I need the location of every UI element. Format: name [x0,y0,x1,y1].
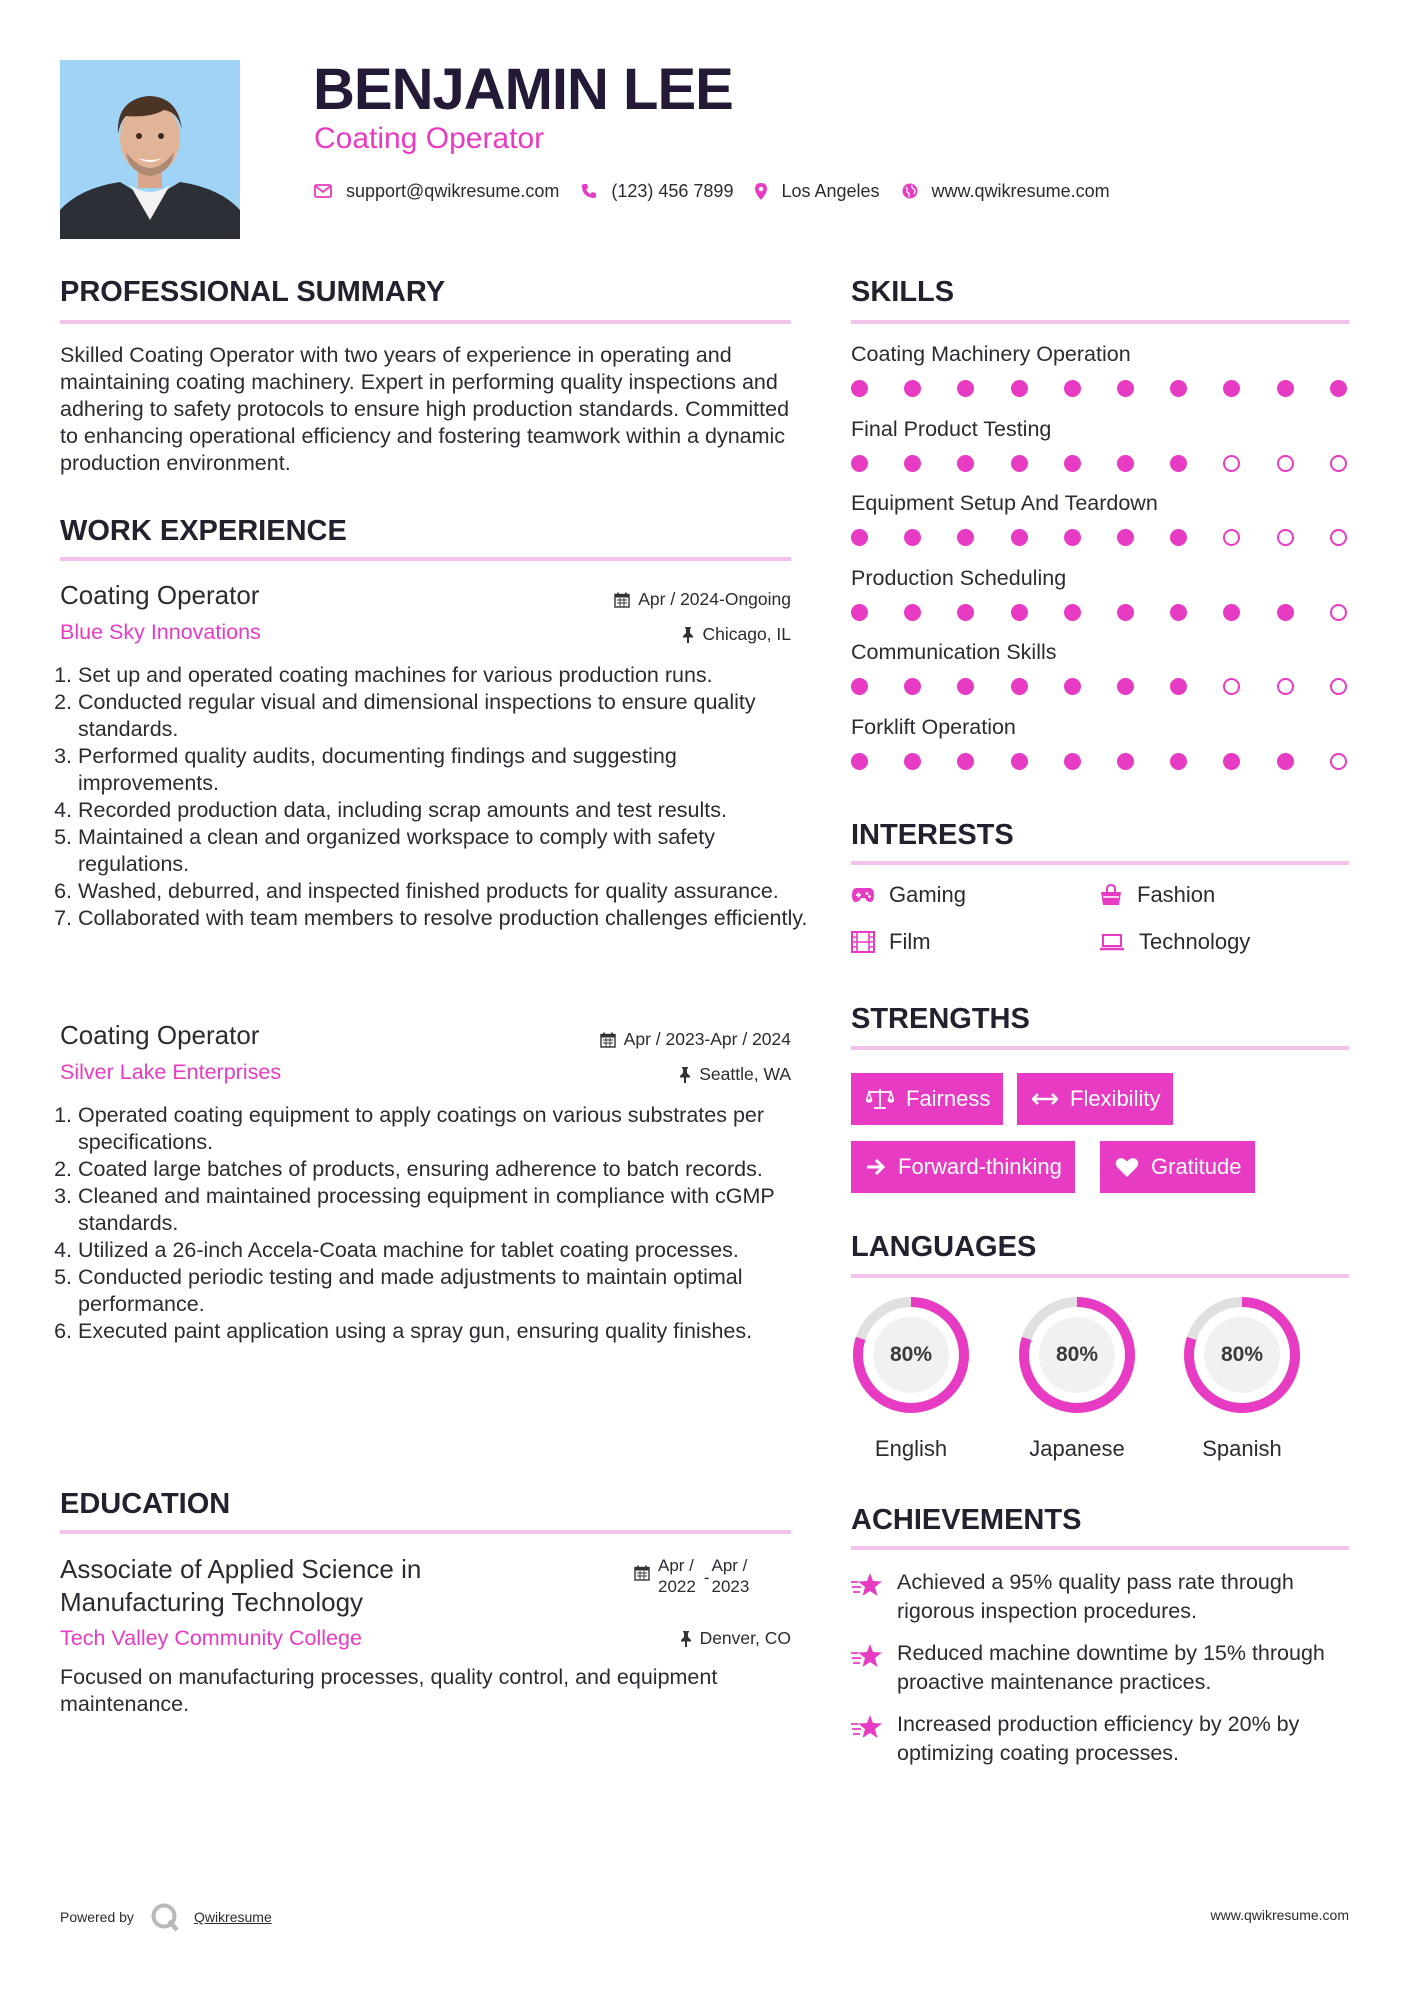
interest-item [1099,882,1215,908]
education-start [658,1555,696,1597]
job-duties [60,1102,818,1345]
skill-dot-filled [1064,380,1081,397]
contact-phone[interactable] [581,181,733,202]
job-location [679,1064,791,1085]
footer-website[interactable]: www.qwikresume.com [1210,1907,1349,1923]
skill-dot-filled [1170,529,1187,546]
experience-heading: WORK EXPERIENCE [60,515,347,547]
skill-dot-empty [1223,455,1240,472]
gamepad-icon [851,887,875,903]
job-location-text: Chicago, IL [702,624,791,644]
skill-dot-filled [904,753,921,770]
skill-dot-filled [957,455,974,472]
education-end [712,1555,750,1597]
skill-dot-filled [851,380,868,397]
contact-location [755,181,879,202]
calendar-icon [600,1032,616,1048]
skill-dot-filled [904,455,921,472]
skill-dot-filled [1170,753,1187,770]
qwikresume-logo-icon [150,1902,180,1932]
scale-icon [866,1088,894,1110]
skill-dot-filled [904,604,921,621]
skill-dot-filled [1223,604,1240,621]
shooting-star-icon [851,1714,883,1740]
skill-dot-empty [1223,678,1240,695]
skill-dot-filled [904,529,921,546]
job-dates-text: Apr / 2023-Apr / 2024 [623,1029,791,1049]
achievement-text: Reduced machine downtime by 15% through proactive maintenance practices. [897,1641,1325,1694]
skill-dot-filled [1064,678,1081,695]
brand-link[interactable]: Qwikresume [193,1909,272,1925]
skill-dot-filled [1277,380,1294,397]
contact-website[interactable] [902,181,1110,202]
skill-dot-filled [957,529,974,546]
skill-dot-filled [1117,753,1134,770]
achievement-item [851,1568,1351,1626]
pushpin-icon [679,1067,691,1083]
school-name: Tech Valley Community College [60,1626,362,1650]
job-company: Blue Sky Innovations [60,620,261,644]
skill-name: Communication Skills [851,640,1057,665]
interest-item [851,882,966,908]
achievement-text: Achieved a 95% quality pass rate through rigorous inspection procedures. [897,1570,1294,1623]
skill-dot-filled [1117,380,1134,397]
skill-dot-filled [904,380,921,397]
contact-email-text: support@qwikresume.com [346,180,560,201]
map-pin-icon [755,183,767,200]
job-dates [614,589,791,610]
education-location [680,1628,791,1649]
skill-dot-filled [957,678,974,695]
film-icon [851,931,875,953]
profile-photo [60,60,240,239]
list-item: 4. Recorded production data, including scrap amounts and test results. [78,797,818,824]
arrows-horizontal-icon [1032,1093,1058,1105]
interest-item [851,929,931,955]
skill-dot-empty [1330,529,1347,546]
globe-icon [902,183,918,199]
skill-dot-empty [1277,678,1294,695]
skill-dot-filled [957,380,974,397]
strengths-divider [851,1046,1349,1050]
list-item: 5. Maintained a clean and organized workspace to comply with safety regulations. [78,824,818,878]
education-description: Focused on manufacturing processes, quality control, and equipment maintenance. [60,1665,718,1716]
skill-name: Coating Machinery Operation [851,342,1131,366]
strength-badge [851,1073,1003,1125]
language-percent: 80% [889,1343,933,1366]
skill-dot-filled [1011,678,1028,695]
language-name: Spanish [1202,1436,1282,1461]
skill-dot-filled [851,753,868,770]
skill-dot-filled [851,604,868,621]
skill-dot-filled [1170,678,1187,695]
list-item: 3. Performed quality audits, documenting findings and suggesting improvements. [78,743,818,797]
job-dates [600,1029,791,1050]
shopping-bag-icon [1099,884,1123,906]
skill-dot-filled [1011,604,1028,621]
education-heading: EDUCATION [60,1488,231,1520]
job-title: Coating Operator [60,580,260,610]
skill-dot-filled [1064,753,1081,770]
skill-dot-empty [1330,604,1347,621]
language-item [851,1295,971,1461]
education-dates [634,1555,749,1597]
skill-dot-filled [1170,380,1187,397]
job-location [682,624,791,645]
job-dates-text: Apr / 2024-Ongoing [638,589,791,609]
achievement-text: Increased production efficiency by 20% by optimizing coating processes. [897,1712,1300,1765]
job-duties [60,662,818,932]
skill-dot-empty [1330,455,1347,472]
achievement-item [851,1639,1351,1697]
shooting-star-icon [851,1572,883,1598]
end-month: Apr / [711,1556,748,1575]
skills-divider [851,320,1349,324]
skill-dot-filled [1064,529,1081,546]
list-item: 4. Utilized a 26-inch Accela-Coata machine for tablet coating processes. [78,1237,818,1264]
skill-dot-filled [1330,380,1347,397]
languages-heading: LANGUAGES [851,1231,1037,1263]
strengths-heading: STRENGTHS [851,1003,1030,1035]
job-location-text: Seattle, WA [699,1064,791,1084]
arrow-right-icon [866,1158,886,1176]
list-item: 5. Conducted periodic testing and made adjustments to maintain optimal performance. [78,1264,818,1318]
list-item: 7. Collaborated with team members to resolve production challenges efficiently. [78,905,818,932]
skill-dot-filled [1011,753,1028,770]
interests-heading: INTERESTS [851,819,1014,851]
skill-dot-filled [1064,604,1081,621]
education-divider [60,1530,791,1534]
strength-badge [1017,1073,1173,1125]
end-year: 2023 [711,1577,750,1596]
list-item: 1. Set up and operated coating machines for various production runs. [78,662,818,689]
skill-dot-filled [1170,455,1187,472]
interest-label: Gaming [889,882,967,907]
calendar-icon [634,1565,650,1581]
envelope-icon [314,184,332,198]
skill-dot-filled [1223,753,1240,770]
experience-divider [60,557,791,561]
list-item: 6. Washed, deburred, and inspected finished products for quality assurance. [78,878,818,905]
language-name: English [874,1436,948,1461]
strength-badge [851,1141,1075,1193]
skill-dot-filled [1011,455,1028,472]
skill-name: Production Scheduling [851,565,1067,590]
contact-bar [314,178,1132,204]
skill-name: Equipment Setup And Teardown [851,491,1158,516]
job-title: Coating Operator [60,1020,260,1050]
contact-email[interactable] [314,181,559,202]
skill-dot-filled [851,678,868,695]
skill-dot-filled [1117,529,1134,546]
strength-label: Flexibility [1070,1086,1161,1111]
summary-divider [60,320,791,324]
list-item: 2. Conducted regular visual and dimensional inspections to ensure quality standards. [78,689,818,743]
skill-dot-filled [851,455,868,472]
skill-dot-filled [1277,604,1294,621]
strength-label: Forward-thinking [898,1154,1062,1179]
contact-website-text: www.qwikresume.com [931,180,1110,201]
languages-divider [851,1274,1349,1278]
strength-label: Fairness [906,1086,991,1111]
list-item: 2. Coated large batches of products, ensuring adherence to batch records. [78,1156,818,1183]
pushpin-icon [682,627,694,643]
skill-dot-filled [1223,380,1240,397]
skill-dot-empty [1330,678,1347,695]
skill-dot-empty [1223,529,1240,546]
achievements-divider [851,1546,1349,1550]
list-item: 6. Executed paint application using a spray gun, ensuring quality finishes. [78,1318,818,1345]
skill-dot-filled [1117,455,1134,472]
achievement-item [851,1710,1351,1768]
language-item [1182,1295,1302,1461]
skill-dot-filled [1064,455,1081,472]
skill-dot-filled [851,529,868,546]
job-company: Silver Lake Enterprises [60,1060,282,1084]
skill-dot-filled [1117,678,1134,695]
summary-heading: PROFESSIONAL SUMMARY [60,276,446,308]
interest-label: Fashion [1137,882,1216,907]
interests-divider [851,861,1349,865]
powered-by-text: Powered by [60,1909,134,1925]
heart-icon [1115,1157,1139,1178]
summary-text: Skilled Coating Operator with two years of experience in operating and maintaining coating machinery. Expert in performing quality inspections and adhering to safety protocols to ensure high production standards. Committed to enhancing operational efficiency and fostering teamwork within a dynamic production environment. [60,343,790,475]
language-percent: 80% [1055,1343,1099,1366]
skills-heading: SKILLS [851,276,955,308]
candidate-title: Coating Operator [314,122,545,155]
degree-line: Associate of Applied Science in [60,1554,422,1584]
skill-dot-filled [1170,604,1187,621]
start-month: Apr / [658,1556,694,1575]
date-separator: - [703,1568,710,1587]
skill-name: Final Product Testing [851,416,1052,441]
interest-label: Technology [1139,929,1251,954]
interest-item [1099,929,1250,955]
language-item [1017,1295,1137,1461]
skill-dot-filled [1011,529,1028,546]
education-location-text: Denver, CO [699,1628,791,1648]
language-percent: 80% [1220,1343,1264,1366]
skill-dot-empty [1277,455,1294,472]
skill-dot-filled [1277,753,1294,770]
person-portrait-icon [60,60,240,239]
skill-dot-filled [904,678,921,695]
skill-dot-filled [1117,604,1134,621]
skill-dot-empty [1277,529,1294,546]
skill-dot-filled [1011,380,1028,397]
contact-location-text: Los Angeles [781,180,880,201]
phone-icon [581,183,597,199]
list-item: 1. Operated coating equipment to apply coatings on various substrates per specifications. [78,1102,818,1156]
calendar-icon [614,592,630,608]
list-item: 3. Cleaned and maintained processing equipment in compliance with cGMP standards. [78,1183,818,1237]
degree-title [60,1553,421,1619]
strength-badge [1100,1141,1255,1193]
language-name: Japanese [1029,1436,1125,1461]
contact-phone-text: (123) 456 7899 [611,180,734,201]
skill-dot-filled [957,604,974,621]
skill-name: Forklift Operation [851,715,1016,739]
achievements-heading: ACHIEVEMENTS [851,1504,1082,1536]
degree-line: Manufacturing Technology [60,1587,364,1617]
strength-label: Gratitude [1151,1154,1242,1179]
pushpin-icon [680,1631,692,1647]
candidate-name: BENJAMIN LEE [313,57,733,122]
start-year: 2022 [658,1577,696,1596]
interest-label: Film [889,929,931,954]
skill-dot-filled [957,753,974,770]
footer-powered-by [60,1902,272,1932]
laptop-icon [1099,933,1125,951]
skill-dot-empty [1330,753,1347,770]
shooting-star-icon [851,1643,883,1669]
